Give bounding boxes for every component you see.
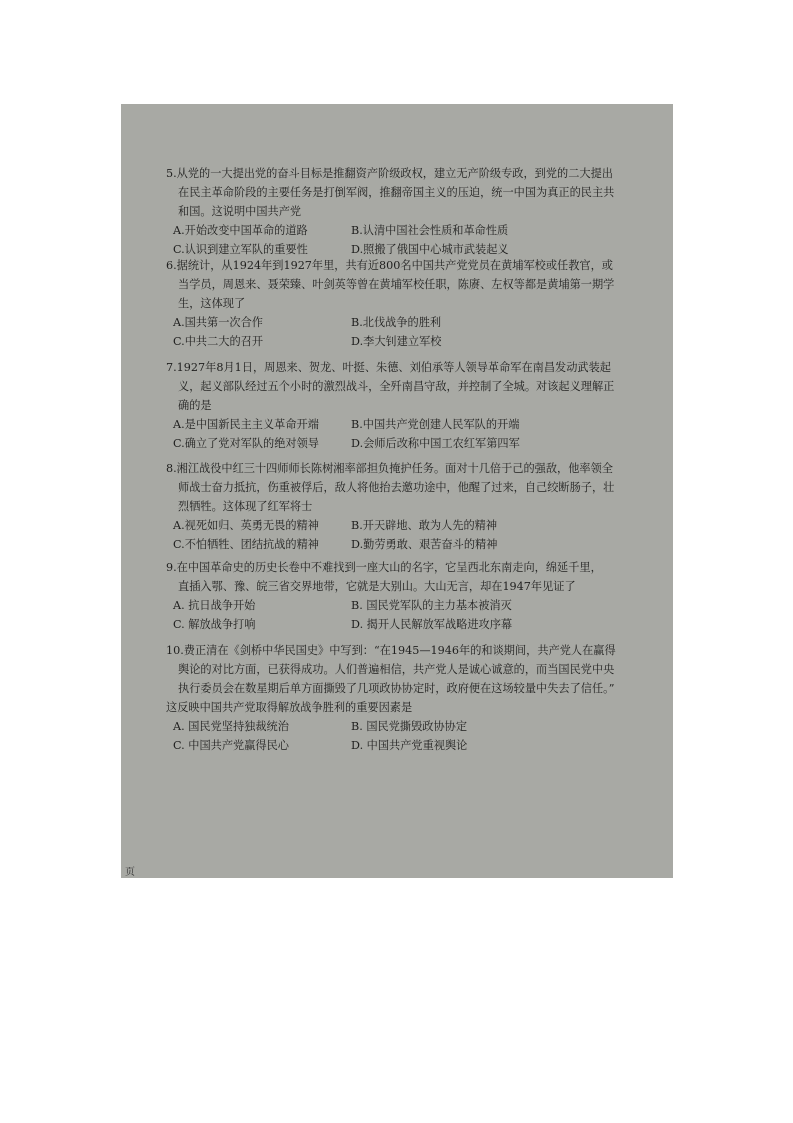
question-stem [166,459,614,516]
option-b: B.开天辟地、敢为人先的精神 [351,519,498,532]
question-stem [166,641,616,717]
question-6 [166,256,614,351]
question-stem [166,164,614,221]
question-9 [166,558,602,634]
option-c: C.确立了党对军队的绝对领导 [173,437,319,450]
stem-line: 生，这体现了 [178,297,246,310]
option-c: C.不怕牺牲、团结抗战的精神 [173,538,319,551]
stem-line: 8.湘江战役中红三十四师师长陈树湘率部担负掩护任务。面对十几倍于己的强敌，他率领全 [166,462,613,475]
option-a: A.国共第一次合作 [173,316,263,329]
option-c: C.认识到建立军队的重要性 [173,243,308,256]
stem-line: 这反映中国共产党取得解放战争胜利的重要因素是 [166,701,413,714]
question-8 [166,459,614,554]
option-b: B. 国民党军队的主力基本被消灭 [351,599,512,612]
option-b: B. 国民党撕毁政协协定 [351,720,468,733]
option-b: B.北伐战争的胜利 [351,316,442,329]
options [166,717,616,755]
option-a: A. 抗日战争开始 [173,599,256,612]
stem-line: 5.从党的一大提出党的奋斗目标是推翻资产阶级政权，建立无产阶级专政，到党的二大提出 [166,167,613,180]
stem-line: 6.据统计，从1924年到1927年里，共有近800名中国共产党党员在黄埔军校或任教官，或 [166,259,613,272]
options [166,415,614,453]
options [166,516,614,554]
stem-line: 执行委员会在数星期后单方面撕毁了几项政协协定时，政府便在这场较量中失去了信任。” [178,682,615,695]
question-10 [166,641,616,755]
stem-line: 7.1927年8月1日，周恩来、贺龙、叶挺、朱德、刘伯承等人领导革命军在南昌发动武装起 [166,361,611,374]
stem-line: 在民主革命阶段的主要任务是打倒军阀，推翻帝国主义的压迫，统一中国为真正的民主共 [178,186,615,199]
question-5 [166,164,614,259]
stem-line: 9.在中国革命史的历史长卷中不难找到一座大山的名字，它呈西北东南走向，绵延千里， [166,561,602,574]
question-stem [166,256,614,313]
option-a: A.视死如归、英勇无畏的精神 [173,519,319,532]
stem-line: 舆论的对比方面，已获得成功。人们普遍相信，共产党人是诚心诚意的，而当国民党中央 [178,663,615,676]
question-stem [166,558,602,596]
stem-line: 和国。这说明中国共产党 [178,205,302,218]
question-7 [166,358,614,453]
page-footer: 页 [125,867,135,878]
stem-line: 义，起义部队经过五个小时的激烈战斗，全歼南昌守敌，并控制了全城。对该起义理解正 [178,380,615,393]
stem-line: 直插入鄂、豫、皖三省交界地带，它就是大别山。大山无言，却在1947年见证了 [178,580,576,593]
option-b: B.中国共产党创建人民军队的开端 [351,418,520,431]
stem-line: 10.费正清在《剑桥中华民国史》中写到：“在1945—1946年的和谈期间，共产党人在赢得 [166,644,616,657]
option-a: A.开始改变中国革命的道路 [173,224,308,237]
stem-line: 当学员，周恩来、聂荣臻、叶剑英等曾在黄埔军校任职，陈赓、左权等都是黄埔第一期学 [178,278,615,291]
option-d: D.勤劳勇敢、艰苦奋斗的精神 [351,538,498,551]
option-d: D.李大钊建立军校 [351,335,442,348]
option-d: D. 揭开人民解放军战略进攻序幕 [351,618,513,631]
option-b: B.认清中国社会性质和革命性质 [351,224,509,237]
option-d: D. 中国共产党重视舆论 [351,739,468,752]
options [166,596,602,634]
option-c: C. 解放战争打响 [173,618,256,631]
stem-line: 烈牺牲。这体现了红军将士 [178,500,313,513]
option-c: C.中共二大的召开 [173,335,264,348]
option-d: D.会师后改称中国工农红军第四军 [351,437,520,450]
question-stem [166,358,614,415]
option-a: A. 国民党坚持独裁统治 [173,720,289,733]
option-d: D.照搬了俄国中心城市武装起义 [351,243,509,256]
scanned-page [121,104,673,878]
stem-line: 师战士奋力抵抗，伤重被俘后，敌人将他抬去邀功途中，他醒了过来，自己绞断肠子，壮 [178,481,615,494]
option-a: A.是中国新民主主义革命开端 [173,418,319,431]
stem-line: 确的是 [178,399,212,412]
options [166,221,614,259]
option-c: C. 中国共产党赢得民心 [173,739,289,752]
options [166,313,614,351]
